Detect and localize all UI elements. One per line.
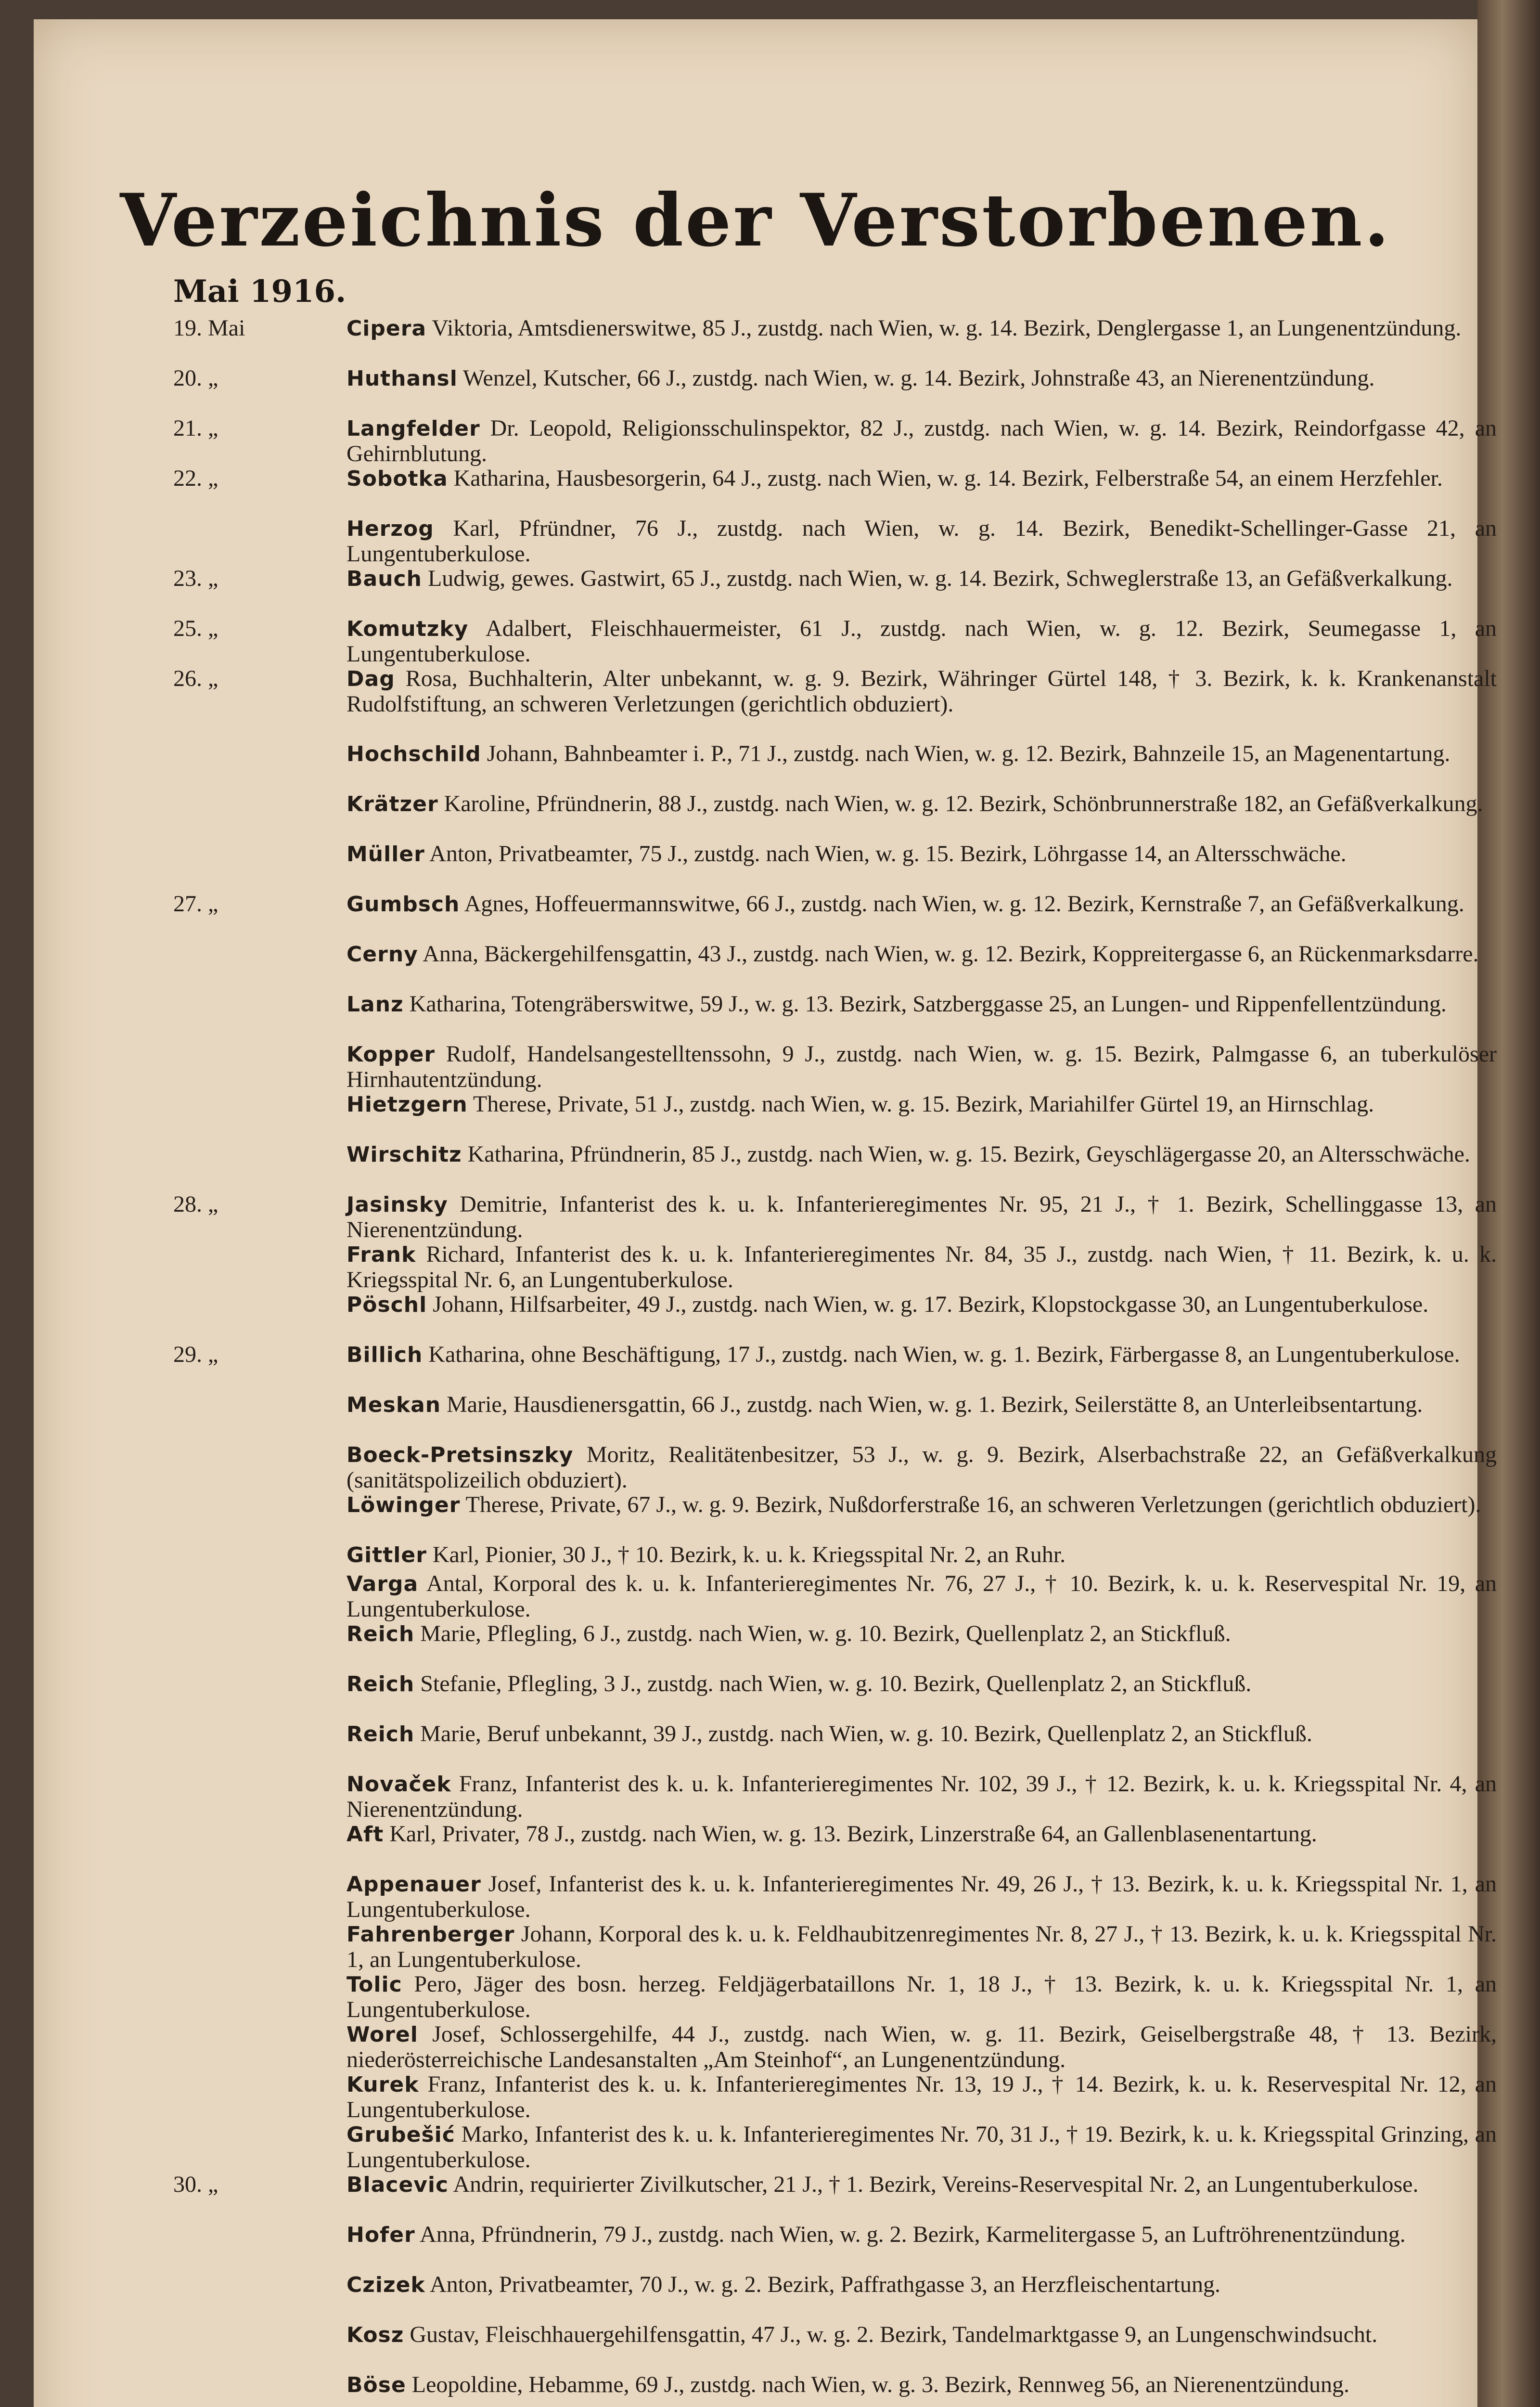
entry-text xyxy=(346,1721,1497,1747)
deceased-surname: Grubešić xyxy=(346,2122,455,2147)
entry-details: Stefanie, Pflegling, 3 J., zustdg. nach Wien, w. g. 10. Bezirk, Quellenplatz 2, an Stickfluß. xyxy=(414,1671,1252,1696)
entry-date: 28. „ xyxy=(173,1191,218,1217)
entry-details: Therese, Private, 51 J., zustdg. nach Wien, w. g. 15. Bezirk, Mariahilfer Gürtel 19, an Hirnschlag. xyxy=(467,1091,1374,1117)
register-entry xyxy=(173,1772,1502,1822)
entry-details: Johann, Hilfsarbeiter, 49 J., zustdg. nach Wien, w. g. 17. Bezirk, Klopstockgasse 30, an Lungentuberkulose. xyxy=(427,1292,1429,1317)
entry-details: Marie, Hausdienersgattin, 66 J., zustdg. nach Wien, w. g. 1. Bezirk, Seilerstätte 8, an Unterleibsentartung. xyxy=(441,1392,1423,1417)
entry-text xyxy=(346,616,1497,667)
entry-text xyxy=(346,1822,1497,1847)
deceased-surname: Meskan xyxy=(346,1393,441,1417)
register-entry xyxy=(173,1621,1502,1671)
register-entry xyxy=(173,791,1502,841)
entry-details: Ludwig, gewes. Gastwirt, 65 J., zustdg. nach Wien, w. g. 14. Bezirk, Schweglerstraße 13, an Gefäßverkalkung. xyxy=(422,566,1453,591)
entry-text xyxy=(346,416,1497,466)
entry-text xyxy=(346,1872,1497,1922)
deceased-surname: Kopper xyxy=(346,1042,436,1067)
register-entry xyxy=(173,516,1502,566)
entry-details: Viktoria, Amtsdienerswitwe, 85 J., zustdg. nach Wien, w. g. 14. Bezirk, Denglergasse 1, an Lungenentzündung. xyxy=(426,315,1462,341)
entry-details: Marie, Beruf unbekannt, 39 J., zustdg. nach Wien, w. g. 10. Bezirk, Quellenplatz 2, an Stickfluß. xyxy=(414,1721,1312,1747)
entry-details: Agnes, Hoffeuermannswitwe, 66 J., zustdg. nach Wien, w. g. 12. Bezirk, Kernstraße 7, an Gefäßverkalkung. xyxy=(460,891,1464,917)
deceased-surname: Lanz xyxy=(346,992,404,1017)
register-entry xyxy=(173,1192,1502,1242)
register-entry xyxy=(173,841,1502,892)
entry-text xyxy=(346,2022,1497,2072)
deceased-surname: Löwinger xyxy=(346,1493,461,1517)
entry-text xyxy=(346,841,1497,867)
register-entry xyxy=(173,892,1502,942)
register-entry xyxy=(173,2022,1502,2072)
entry-details: Karl, Pfründner, 76 J., zustdg. nach Wien, w. g. 14. Bezirk, Benedikt-Schellinger-Gasse 21, an Lungentuberkulose. xyxy=(346,516,1497,567)
deceased-surname: Bauch xyxy=(346,567,422,591)
deceased-surname: Fahrenberger xyxy=(346,1922,515,1947)
entry-text xyxy=(346,2122,1497,2173)
register-entry xyxy=(173,1142,1502,1192)
entry-text xyxy=(346,992,1497,1017)
deceased-surname: Krätzer xyxy=(346,792,438,816)
register-entry xyxy=(173,2322,1502,2372)
deceased-surname: Pöschl xyxy=(346,1293,427,1317)
entry-details: Anna, Bäckergehilfensgattin, 43 J., zustdg. nach Wien, w. g. 12. Bezirk, Koppreitergasse 6, an Rückenmarksdarre. xyxy=(418,941,1479,967)
register-entry xyxy=(173,1042,1502,1092)
entry-details: Karl, Pionier, 30 J., † 10. Bezirk, k. u. k. Kriegsspital Nr. 2, an Ruhr. xyxy=(426,1542,1066,1567)
entry-date: 22. „ xyxy=(173,466,218,491)
register-entry xyxy=(173,2272,1502,2322)
entry-details: Pero, Jäger des bosn. herzeg. Feldjägerbataillons Nr. 1, 18 J., † 13. Bezirk, k. u. k. Kriegsspital Nr. 1, an Lungentuberkulose. xyxy=(346,1971,1497,2022)
entry-text xyxy=(346,1342,1497,1368)
register-entry xyxy=(173,2372,1502,2407)
register-entry xyxy=(173,1492,1502,1542)
register-entry xyxy=(173,1542,1502,1571)
deceased-surname: Reich xyxy=(346,1622,415,1646)
entry-details: Antal, Korporal des k. u. k. Infanterieregimentes Nr. 76, 27 J., † 10. Bezirk, k. u. k. Reservespital Nr. 19, an Lungentuberkulose. xyxy=(346,1571,1497,1622)
entry-date: 29. „ xyxy=(173,1342,218,1367)
register-entry xyxy=(173,1292,1502,1342)
deceased-surname: Reich xyxy=(346,1672,415,1696)
entry-text xyxy=(346,2372,1497,2398)
deceased-surname: Blacevic xyxy=(346,2173,449,2197)
register-entry xyxy=(173,1442,1502,1492)
deceased-surname: Appenauer xyxy=(346,1872,481,1897)
entry-text xyxy=(346,1392,1497,1418)
entry-details: Marko, Infanterist des k. u. k. Infanterieregimentes Nr. 70, 31 J., † 19. Bezirk, k. u. k. Kriegsspital Grinzing, an Lungentuberkulose. xyxy=(346,2122,1497,2173)
entry-text xyxy=(346,1192,1497,1242)
register-entry xyxy=(173,1922,1502,1972)
entry-text xyxy=(346,1492,1497,1518)
month-heading: Mai 1916. xyxy=(173,273,346,310)
deceased-surname: Cipera xyxy=(346,316,427,341)
entry-details: Marie, Pflegling, 6 J., zustdg. nach Wien, w. g. 10. Bezirk, Quellenplatz 2, an Stickfluß. xyxy=(414,1621,1231,1646)
entry-details: Katharina, Totengräberswitwe, 59 J., w. g. 13. Bezirk, Satzberggasse 25, an Lungen- und Rippenfellentzündung. xyxy=(403,991,1447,1017)
deceased-surname: Frank xyxy=(346,1242,416,1267)
deceased-surname: Reich xyxy=(346,1722,415,1747)
register-entry xyxy=(173,1872,1502,1922)
entry-text xyxy=(346,741,1497,767)
entry-text xyxy=(346,1571,1497,1622)
deceased-surname: Gumbsch xyxy=(346,892,460,917)
register-entry xyxy=(173,2172,1502,2222)
entry-text xyxy=(346,2222,1497,2248)
deceased-surname: Billich xyxy=(346,1343,423,1367)
entry-text xyxy=(346,316,1497,341)
deceased-surname: Boeck-Pretsinszky xyxy=(346,1443,574,1467)
entry-date: 20. „ xyxy=(173,365,218,391)
entry-text xyxy=(346,2272,1497,2298)
entry-details: Josef, Schlossergehilfe, 44 J., zustdg. nach Wien, w. g. 11. Bezirk, Geiselbergstraße 48, † 13. Bezirk, niederösterreichische Landesanstalten „Am Steinhof“, an Lungenentzündung. xyxy=(346,2021,1497,2072)
death-register-list xyxy=(173,316,1502,2407)
entry-text xyxy=(346,1621,1497,1647)
register-entry xyxy=(173,1242,1502,1292)
entry-details: Katharina, Hausbesorgerin, 64 J., zustg. nach Wien, w. g. 14. Bezirk, Felberstraße 54, an einem Herzfehler. xyxy=(448,466,1443,491)
deceased-surname: Böse xyxy=(346,2373,406,2397)
entry-details: Dr. Leopold, Religionsschulinspektor, 82 J., zustdg. nach Wien, w. g. 14. Bezirk, Reindorfgasse 42, an Gehirnblutung. xyxy=(346,415,1497,466)
entry-text xyxy=(346,566,1497,592)
register-entry xyxy=(173,1342,1502,1392)
entry-details: Katharina, Pfründnerin, 85 J., zustdg. nach Wien, w. g. 15. Bezirk, Geyschlägergasse 20, an Altersschwäche. xyxy=(462,1141,1470,1167)
entry-details: Johann, Bahnbeamter i. P., 71 J., zustdg. nach Wien, w. g. 12. Bezirk, Bahnzeile 15, an Magenentartung. xyxy=(481,741,1450,766)
entry-text xyxy=(346,1671,1497,1697)
entry-details: Therese, Private, 67 J., w. g. 9. Bezirk, Nußdorferstraße 16, an schweren Verletzungen (gerichtlich obduziert). xyxy=(460,1492,1481,1517)
entry-text xyxy=(346,2072,1497,2122)
register-entry xyxy=(173,1972,1502,2022)
entry-details: Karoline, Pfründnerin, 88 J., zustdg. nach Wien, w. g. 12. Bezirk, Schönbrunnerstraße 182, an Gefäßverkalkung. xyxy=(438,791,1483,816)
deceased-surname: Tolic xyxy=(346,1972,402,1997)
register-entry xyxy=(173,366,1502,416)
register-entry xyxy=(173,1721,1502,1772)
register-entry xyxy=(173,666,1502,741)
entry-text xyxy=(346,466,1497,492)
deceased-surname: Hochschild xyxy=(346,742,481,766)
deceased-surname: Huthansl xyxy=(346,366,458,391)
deceased-surname: Sobotka xyxy=(346,466,448,491)
entry-details: Josef, Infanterist des k. u. k. Infanterieregimentes Nr. 49, 26 J., † 13. Bezirk, k. u. k. Kriegsspital Nr. 1, an Lungentuberkulose. xyxy=(346,1871,1497,1922)
entry-date: 30. „ xyxy=(173,2172,218,2197)
deceased-surname: Hofer xyxy=(346,2223,415,2247)
deceased-surname: Aft xyxy=(346,1822,384,1847)
entry-details: Katharina, ohne Beschäftigung, 17 J., zustdg. nach Wien, w. g. 1. Bezirk, Färbergasse 8, an Lungentuberkulose. xyxy=(423,1342,1460,1367)
entry-text xyxy=(346,1042,1497,1092)
deceased-surname: Müller xyxy=(346,842,425,867)
register-entry xyxy=(173,2122,1502,2172)
register-entry xyxy=(173,1822,1502,1872)
register-entry xyxy=(173,2072,1502,2122)
entry-text xyxy=(346,1972,1497,2022)
entry-text xyxy=(346,892,1497,917)
entry-date: 27. „ xyxy=(173,891,218,917)
deceased-surname: Jasinsky xyxy=(346,1192,448,1217)
entry-text xyxy=(346,1772,1497,1822)
deceased-surname: Wirschitz xyxy=(346,1142,462,1167)
deceased-surname: Cerny xyxy=(346,942,418,967)
entry-details: Anna, Pfründnerin, 79 J., zustdg. nach Wien, w. g. 2. Bezirk, Karmelitergasse 5, an Luftröhrenentzündung. xyxy=(415,2222,1406,2247)
entry-date: 26. „ xyxy=(173,666,218,691)
deceased-surname: Hietzgern xyxy=(346,1092,468,1117)
entry-details: Rudolf, Handelsangestelltenssohn, 9 J., zustdg. nach Wien, w. g. 15. Bezirk, Palmgasse 6, an tuberkulöser Hirnhautentzündung. xyxy=(346,1041,1497,1092)
entry-details: Adalbert, Fleischhauermeister, 61 J., zustdg. nach Wien, w. g. 12. Bezirk, Seumegasse 1, an Lungentuberkulose. xyxy=(346,616,1497,667)
register-entry xyxy=(173,416,1502,466)
register-entry xyxy=(173,741,1502,791)
deceased-surname: Czizek xyxy=(346,2273,425,2297)
register-entry xyxy=(173,466,1502,516)
entry-details: Moritz, Realitätenbesitzer, 53 J., w. g. 9. Bezirk, Alserbachstraße 22, an Gefäßverkalkung (sanitätspolizeilich obduziert). xyxy=(346,1442,1497,1493)
entry-details: Anton, Privatbeamter, 70 J., w. g. 2. Bezirk, Paffrathgasse 3, an Herzfleischentartung. xyxy=(425,2272,1220,2297)
deceased-surname: Worel xyxy=(346,2022,418,2047)
entry-text xyxy=(346,1542,1497,1568)
register-entry xyxy=(173,942,1502,992)
entry-text xyxy=(346,2172,1497,2198)
entry-text xyxy=(346,366,1497,391)
register-entry xyxy=(173,566,1502,616)
entry-text xyxy=(346,1442,1497,1493)
entry-text xyxy=(346,1922,1497,1972)
register-entry xyxy=(173,992,1502,1042)
entry-details: Andrin, requirierter Zivilkutscher, 21 J., † 1. Bezirk, Vereins-Reservespital Nr. 2, an Lungentuberkulose. xyxy=(449,2172,1419,2197)
deceased-surname: Novaček xyxy=(346,1772,451,1797)
entry-details: Johann, Korporal des k. u. k. Feldhaubitzenregimentes Nr. 8, 27 J., † 13. Bezirk, k. u. k. Kriegsspital Nr. 1, an Lungentuberkulose. xyxy=(346,1921,1497,1972)
deceased-surname: Kosz xyxy=(346,2323,404,2347)
entry-text xyxy=(346,1292,1497,1318)
deceased-surname: Langfelder xyxy=(346,416,480,441)
register-entry xyxy=(173,316,1502,366)
register-entry xyxy=(173,1571,1502,1621)
entry-text xyxy=(346,1092,1497,1117)
entry-details: Demitrie, Infanterist des k. u. k. Infanterieregimentes Nr. 95, 21 J., † 1. Bezirk, Schellinggasse 13, an Nierenentzündung. xyxy=(346,1191,1497,1242)
entry-details: Leopoldine, Hebamme, 69 J., zustdg. nach Wien, w. g. 3. Bezirk, Rennweg 56, an Nierenentzündung. xyxy=(406,2372,1350,2397)
entry-text xyxy=(346,2322,1497,2348)
deceased-surname: Kurek xyxy=(346,2072,419,2097)
entry-text xyxy=(346,1242,1497,1293)
entry-date: 23. „ xyxy=(173,566,218,591)
register-entry xyxy=(173,616,1502,666)
document-page xyxy=(34,19,1497,2407)
entry-date: 25. „ xyxy=(173,616,218,641)
entry-details: Gustav, Fleischhauergehilfensgattin, 47 J., w. g. 2. Bezirk, Tandelmarktgasse 9, an Lungenschwindsucht. xyxy=(404,2322,1378,2347)
entry-details: Franz, Infanterist des k. u. k. Infanterieregimentes Nr. 102, 39 J., † 12. Bezirk, k. u. k. Kriegsspital Nr. 4, an Nierenentzündung. xyxy=(346,1771,1497,1822)
entry-details: Karl, Privater, 78 J., zustdg. nach Wien, w. g. 13. Bezirk, Linzerstraße 64, an Gallenblasenentartung. xyxy=(384,1821,1317,1847)
deceased-surname: Gittler xyxy=(346,1543,427,1567)
deceased-surname: Komutzky xyxy=(346,617,469,641)
register-entry xyxy=(173,2222,1502,2272)
register-entry xyxy=(173,1671,1502,1721)
entry-text xyxy=(346,791,1497,817)
entry-details: Anton, Privatbeamter, 75 J., zustdg. nach Wien, w. g. 15. Bezirk, Löhrgasse 14, an Altersschwäche. xyxy=(424,841,1347,867)
entry-details: Wenzel, Kutscher, 66 J., zustdg. nach Wien, w. g. 14. Bezirk, Johnstraße 43, an Nierenentzündung. xyxy=(457,365,1375,391)
entry-text xyxy=(346,942,1497,967)
entry-date: 19. Mai xyxy=(173,315,245,341)
entry-details: Richard, Infanterist des k. u. k. Infanterieregimentes Nr. 84, 35 J., zustdg. nach Wien, † 11. Bezirk, k. u. k. Kriegsspital Nr. 6, an Lungentuberkulose. xyxy=(346,1242,1497,1293)
deceased-surname: Herzog xyxy=(346,517,434,541)
deceased-surname: Dag xyxy=(346,667,395,691)
entry-text xyxy=(346,666,1497,717)
entry-details: Franz, Infanterist des k. u. k. Infanterieregimentes Nr. 13, 19 J., † 14. Bezirk, k. u. k. Reservespital Nr. 12, an Lungentuberkulose. xyxy=(346,2071,1497,2122)
entry-details: Rosa, Buchhalterin, Alter unbekannt, w. g. 9. Bezirk, Währinger Gürtel 148, † 3. Bezirk, k. k. Krankenanstalt Rudolfstiftung, an schweren Verletzungen (gerichtlich obduziert). xyxy=(346,666,1497,717)
entry-text xyxy=(346,1142,1497,1167)
page-title: Verzeichnis der Verstorbenen. xyxy=(120,178,1391,263)
entry-text xyxy=(346,516,1497,567)
entry-date: 21. „ xyxy=(173,415,218,441)
register-entry xyxy=(173,1392,1502,1442)
deceased-surname: Varga xyxy=(346,1572,419,1596)
register-entry xyxy=(173,1092,1502,1142)
